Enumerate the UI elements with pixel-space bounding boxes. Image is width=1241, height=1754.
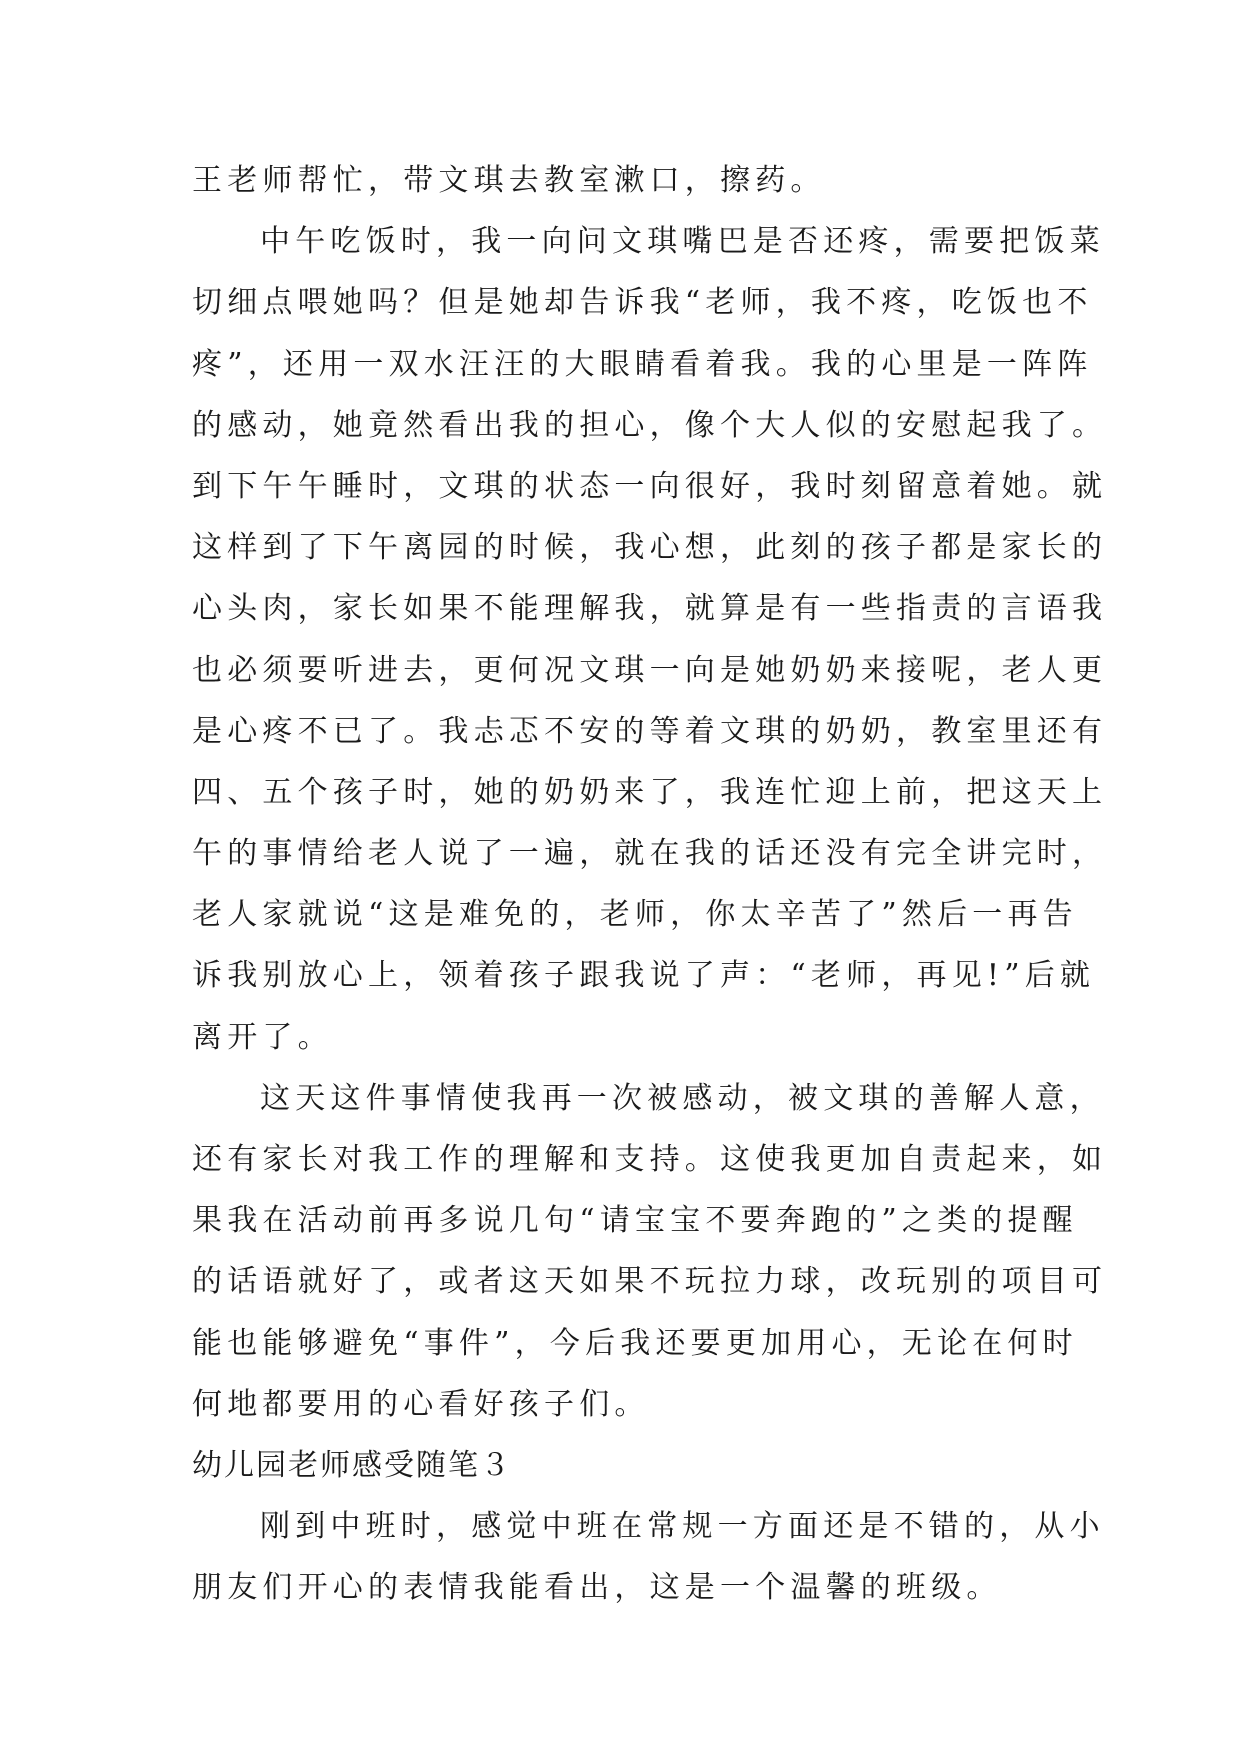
text-line: 中午吃饭时，我一向问文琪嘴巴是否还疼，需要把饭菜 [260, 224, 1105, 260]
text-line: 的感动，她竟然看出我的担心，像个大人似的安慰起我了。 [192, 407, 1108, 443]
document-page [192, 150, 1108, 1619]
text-line: 切细点喂她吗？但是她却告诉我“老师，我不疼，吃饭也不 [192, 285, 1093, 321]
text-line: 能也能够避免“事件”，今后我还要更加用心，无论在何时 [192, 1325, 1078, 1361]
text-line: 离开了。 [192, 1019, 333, 1055]
text-line: 刚到中班时，感觉中班在常规一方面还是不错的，从小 [260, 1509, 1105, 1545]
text-line: 也必须要听进去，更何况文琪一向是她奶奶来接呢，老人更 [192, 652, 1108, 688]
text-line: 心头肉，家长如果不能理解我，就算是有一些指责的言语我 [192, 591, 1108, 627]
text-line: 老人家就说“这是难免的，老师，你太辛苦了”然后一再告 [192, 897, 1078, 933]
text-line: 是心疼不已了。我忐忑不安的等着文琪的奶奶，教室里还有 [192, 713, 1108, 749]
text-line: 到下午午睡时，文琪的状态一向很好，我时刻留意着她。就 [192, 468, 1108, 504]
text-line: 这样到了下午离园的时候，我心想，此刻的孩子都是家长的 [192, 530, 1108, 566]
text-line: 王老师帮忙，带文琪去教室漱口，擦药。 [192, 163, 826, 198]
text-line: 这天这件事情使我再一次被感动，被文琪的善解人意， [260, 1080, 1105, 1116]
text-line: 的话语就好了，或者这天如果不玩拉力球，改玩别的项目可 [192, 1264, 1108, 1300]
text-line: 疼”，还用一双水汪汪的大眼睛看着我。我的心里是一阵阵 [192, 346, 1093, 382]
text-line: 午的事情给老人说了一遍，就在我的话还没有完全讲完时， [192, 836, 1108, 872]
text-line: 诉我别放心上，领着孩子跟我说了声：“老师，再见!”后就 [192, 958, 1096, 994]
text-line: 四、五个孩子时，她的奶奶来了，我连忙迎上前，把这天上 [192, 774, 1108, 810]
text-line: 还有家长对我工作的理解和支持。这使我更加自责起来，如 [192, 1142, 1108, 1177]
text-line: 朋友们开心的表情我能看出，这是一个温馨的班级。 [192, 1570, 1002, 1606]
text-line: 果我在活动前再多说几句“请宝宝不要奔跑的”之类的提醒 [192, 1203, 1078, 1239]
text-line: 何地都要用的心看好孩子们。 [192, 1386, 650, 1422]
section-heading: 幼儿园老师感受随笔３ [192, 1447, 512, 1483]
